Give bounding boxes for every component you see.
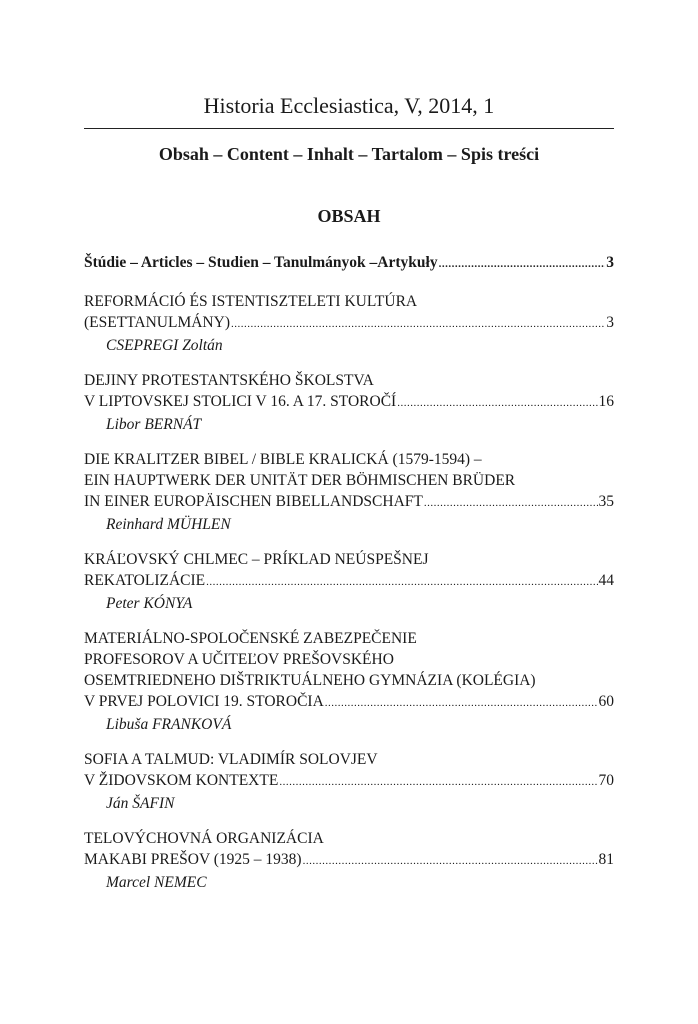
entry-title-line: DIE KRALITZER BIBEL / BIBLE KRALICKÁ (1579-1594) – <box>84 451 482 468</box>
contents-heading: Obsah – Content – Inhalt – Tartalom – Spis treści <box>158 144 540 164</box>
entry-title-line: IN EINER EUROPÄISCHEN BIBELLANDSCHAFT <box>84 493 423 510</box>
entry-author: Reinhard MÜHLEN <box>106 516 231 533</box>
entry-title-line: KRÁĽOVSKÝ CHLMEC – PRÍKLAD NEÚSPEŠNEJ <box>84 551 429 568</box>
header-rule <box>84 128 614 129</box>
entry-author: Ján ŠAFIN <box>106 795 175 812</box>
entry-title-line: (ESETTANULMÁNY) <box>84 314 230 331</box>
toc-entry[interactable] <box>84 370 614 435</box>
entry-author: Marcel NEMEC <box>106 874 207 891</box>
toc-entry[interactable] <box>84 828 614 893</box>
dot-leader <box>325 693 598 714</box>
entry-page-number: 16 <box>598 393 614 410</box>
entry-title-line: EIN HAUPTWERK DER UNITÄT DER BÖHMISCHEN BRÜDER <box>84 472 516 489</box>
dot-leader <box>206 572 597 593</box>
entry-author: Peter KÓNYA <box>106 595 193 612</box>
entry-last-line <box>84 312 614 335</box>
entry-title-line: DEJINY PROTESTANTSKÉHO ŠKOLSTVA <box>84 372 374 389</box>
entry-title-line: TELOVÝCHOVNÁ ORGANIZÁCIA <box>84 830 324 847</box>
entry-page-number: 3 <box>606 314 614 331</box>
entry-title-line: SOFIA A TALMUD: VLADIMÍR SOLOVJEV <box>84 751 378 768</box>
entry-author: Libuša FRANKOVÁ <box>106 716 232 733</box>
entry-last-line <box>84 391 614 414</box>
dot-leader <box>231 314 605 335</box>
toc-entry[interactable] <box>84 291 614 356</box>
toc-entry[interactable] <box>84 549 614 614</box>
entry-last-line <box>84 491 614 514</box>
table-of-contents <box>84 252 614 907</box>
section-heading: OBSAH <box>317 206 381 226</box>
entry-title-line: PROFESOROV A UČITEĽOV PREŠOVSKÉHO <box>84 651 394 668</box>
entry-title-line: V PRVEJ POLOVICI 19. STOROČIA <box>84 693 324 710</box>
entry-title-line: REFORMÁCIÓ ÉS ISTENTISZTELETI KULTÚRA <box>84 293 418 310</box>
toc-section-page: 3 <box>606 254 614 271</box>
entry-page-number: 70 <box>598 772 614 789</box>
toc-entry[interactable] <box>84 628 614 735</box>
entry-title-line: REKATOLIZÁCIE <box>84 572 206 589</box>
journal-title: Historia Ecclesiastica, V, 2014, 1 <box>203 93 495 118</box>
entry-title-line: V LIPTOVSKEJ STOLICI V 16. A 17. STOROČÍ <box>84 393 397 410</box>
entry-last-line <box>84 770 614 793</box>
dot-leader <box>424 493 598 514</box>
entry-title-line: MAKABI PREŠOV (1925 – 1938) <box>84 851 302 868</box>
toc-section-label: Štúdie – Articles – Studien – Tanulmányok –Artykuły <box>84 254 438 271</box>
entry-title-line: OSEMTRIEDNEHO DIŠTRIKTUÁLNEHO GYMNÁZIA (KOLÉGIA) <box>84 672 536 689</box>
entry-page-number: 35 <box>598 493 614 510</box>
entry-title-line: MATERIÁLNO-SPOLOČENSKÉ ZABEZPEČENIE <box>84 630 417 647</box>
entry-last-line <box>84 849 614 872</box>
entry-page-number: 44 <box>598 572 614 589</box>
entry-page-number: 60 <box>598 693 614 710</box>
entry-last-line <box>84 691 614 714</box>
dot-leader <box>439 254 606 275</box>
entry-last-line <box>84 570 614 593</box>
toc-entry[interactable] <box>84 449 614 535</box>
entry-author: CSEPREGI Zoltán <box>106 337 223 354</box>
entry-title-line: V ŽIDOVSKOM KONTEXTE <box>84 772 279 789</box>
entry-author: Libor BERNÁT <box>106 416 202 433</box>
entry-page-number: 81 <box>598 851 614 868</box>
dot-leader <box>303 851 598 872</box>
toc-entry[interactable] <box>84 749 614 814</box>
toc-section-row[interactable] <box>84 252 614 275</box>
dot-leader <box>279 772 597 793</box>
dot-leader <box>397 393 597 414</box>
